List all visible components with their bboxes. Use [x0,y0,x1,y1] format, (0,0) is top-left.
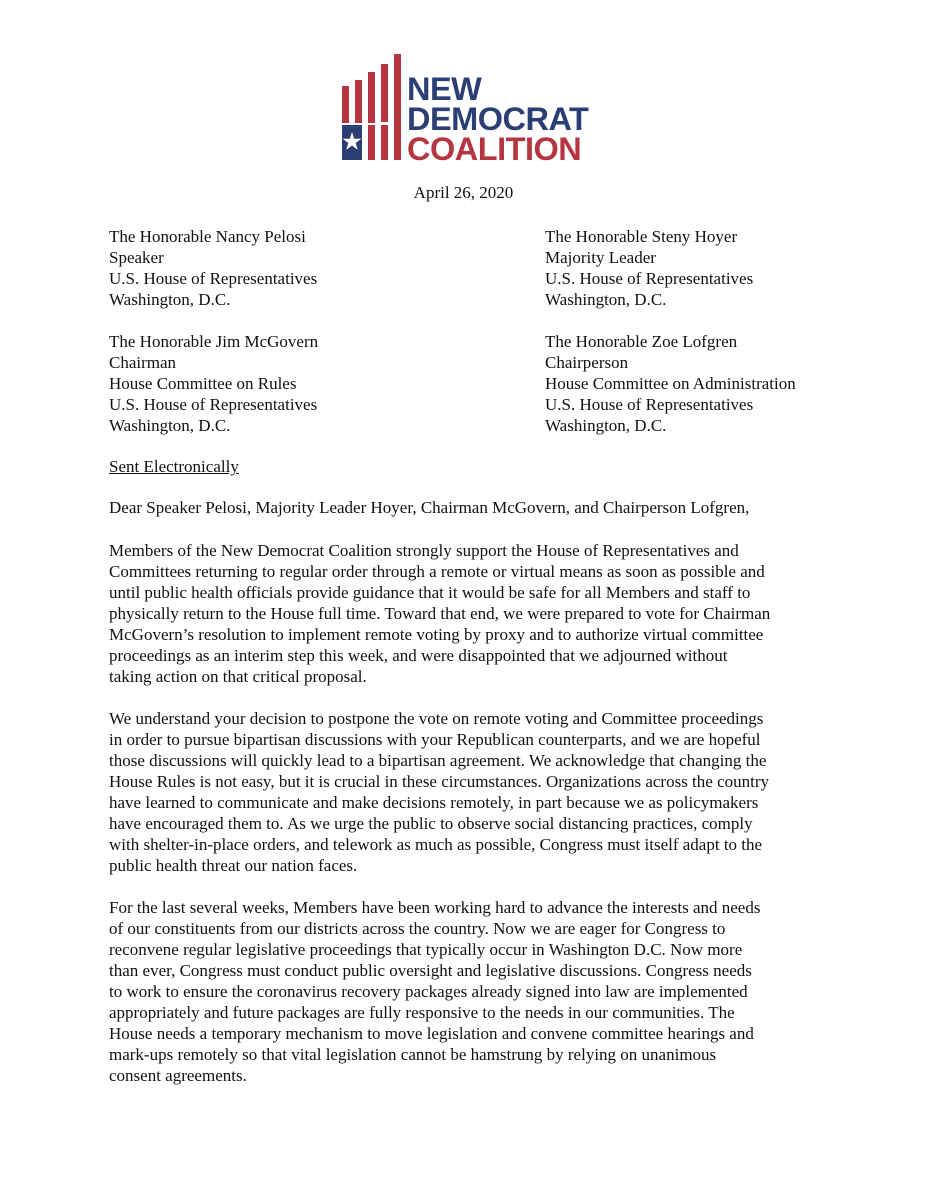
paragraph-line: Members of the New Democrat Coalition strongly support the House of Representatives and [109,541,739,560]
salutation: Dear Speaker Pelosi, Majority Leader Hoyer, Chairman McGovern, and Chairperson Lofgren, [109,498,750,517]
logo-line-democrat: DEMOCRAT [407,101,589,137]
paragraph-line: of our constituents from our districts across the country. Now we are eager for Congress to [109,919,726,938]
paragraph-line: proceedings as an interim step this week, and were disappointed that we adjourned without [109,646,728,665]
paragraph-line: those discussions will quickly lead to a bipartisan agreement. We acknowledge that changing the [109,751,767,770]
logo-mark-icon [340,54,410,164]
recipient-line: U.S. House of Representatives [109,395,318,414]
paragraph-line: taking action on that critical proposal. [109,667,367,686]
logo-line-coalition: COALITION [407,131,582,167]
paragraph-line: House Rules is not easy, but it is crucial in these circumstances. Organizations across the country [109,772,770,791]
recipient-line: House Committee on Administration [545,374,796,393]
paragraph-line: have learned to communicate and make decisions remotely, in part because we as policymakers [109,793,759,812]
recipient-lofgren [545,331,796,436]
body-paragraph-2 [109,708,829,876]
recipient-line: Speaker [109,248,164,267]
paragraph-line: mark-ups remotely so that vital legislation cannot be hamstrung by relying on unanimous [109,1045,717,1064]
paragraph-line: For the last several weeks, Members have been working hard to advance the interests and needs [109,898,761,917]
paragraph-line: physically return to the House full time. Toward that end, we were prepared to vote for Chairman [109,604,771,623]
paragraph-line: Committees returning to regular order through a remote or virtual means as soon as possible and [109,562,765,581]
sent-electronically-note: Sent Electronically [109,457,239,476]
letter-date: April 26, 2020 [413,183,514,202]
logo-line-new: NEW [407,71,482,107]
body-paragraph-3 [109,897,829,1086]
paragraph-line: to work to ensure the coronavirus recovery packages already signed into law are implemented [109,982,748,1001]
paragraph-line: appropriately and future packages are fully responsive to the needs in our communities. The [109,1003,735,1022]
logo-text [407,71,589,167]
paragraph-line: than ever, Congress must conduct public oversight and legislative discussions. Congress needs [109,961,752,980]
paragraph-line: public health threat our nation faces. [109,856,358,875]
paragraph-line: reconvene regular legislative proceedings that typically occur in Washington D.C. Now more [109,940,743,959]
recipient-line: Washington, D.C. [109,416,231,435]
paragraph-line: until public health officials provide guidance that it would be safe for all Members and staff to [109,583,751,602]
recipient-line: Majority Leader [545,248,656,267]
recipient-line: U.S. House of Representatives [109,269,318,288]
paragraph-line: House needs a temporary mechanism to move legislation and convene committee hearings and [109,1024,754,1043]
recipient-line: The Honorable Jim McGovern [109,332,319,351]
recipient-line: Chairman [109,353,177,372]
recipient-pelosi [109,226,317,310]
paragraph-line: We understand your decision to postpone the vote on remote voting and Committee proceedings [109,709,764,728]
recipient-line: Washington, D.C. [545,290,667,309]
recipient-mcgovern [109,331,318,436]
recipient-line: U.S. House of Representatives [545,269,754,288]
recipient-line: Washington, D.C. [545,416,667,435]
recipient-line: The Honorable Steny Hoyer [545,227,738,246]
logo [340,54,590,167]
body-paragraph-1 [109,540,829,687]
paragraph-line: consent agreements. [109,1066,247,1085]
paragraph-line: with shelter-in-place orders, and telework as much as possible, Congress must itself adapt to the [109,835,763,854]
recipient-hoyer [545,226,753,310]
paragraph-line: have encouraged them to. As we urge the public to observe social distancing practices, comply [109,814,753,833]
paragraph-line: in order to pursue bipartisan discussions with your Republican counterparts, and we are hopeful [109,730,761,749]
recipient-line: The Honorable Nancy Pelosi [109,227,306,246]
paragraph-line: McGovern’s resolution to implement remote voting by proxy and to authorize virtual committee [109,625,764,644]
recipient-line: Washington, D.C. [109,290,231,309]
recipient-line: The Honorable Zoe Lofgren [545,332,738,351]
recipient-line: Chairperson [545,353,629,372]
recipient-line: U.S. House of Representatives [545,395,754,414]
recipient-line: House Committee on Rules [109,374,297,393]
